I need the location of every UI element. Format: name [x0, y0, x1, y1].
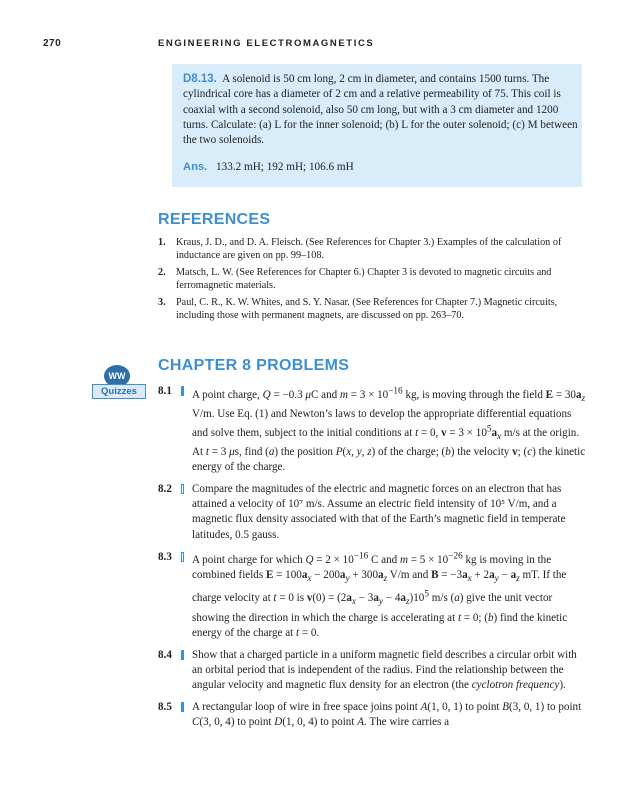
reference-text: Paul, C. R., K. W. Whites, and S. Y. Nasar. (See References for Chapter 7.) Magnetic circuits, including those with permanent magnets, are discussed on pp. 263–70. [176, 297, 558, 321]
quizzes-label[interactable]: Quizzes [92, 384, 146, 399]
problem-item [158, 482, 588, 542]
problem-text: A rectangular loop of wire in free space joins point A(1, 0, 1) to point B(3, 0, 1) to point C(3, 0, 4) to point D(1, 0, 4) to point A. The wire carries a [192, 701, 582, 729]
reference-item [158, 266, 578, 292]
drill-problem-box [172, 64, 582, 187]
reference-number: 3. [158, 297, 166, 308]
reference-item [158, 296, 578, 322]
www-quizzes-badge[interactable] [92, 365, 145, 399]
problem-item [158, 550, 588, 641]
references-list [158, 236, 578, 326]
problem-number: 8.2 [158, 483, 172, 496]
problems-list [158, 384, 588, 737]
page-number: 270 [43, 38, 62, 49]
drill-label: D8.13. [183, 73, 217, 85]
difficulty-marker-icon [181, 484, 184, 494]
problem-number: 8.3 [158, 550, 172, 563]
problem-number: 8.4 [158, 648, 172, 661]
reference-text: Kraus, J. D., and D. A. Fleisch. (See References for Chapter 3.) Examples of the calculation of inductance are given on pp. 99–108. [176, 237, 562, 261]
globe-icon: WW [104, 365, 130, 387]
problem-text: A point charge, Q = −0.3 μC and $m = 3 \times 10^{-16}$ kg, is moving through the field $E = 30a_z$ V/m. Use Eq. (1) and Newton’s laws to develop the appropriate differential equations and solve them, subject to the initial conditions at t = 0, $v = 3 \times 10^5a_x$ m/s at the origin. At t = 3 μs, find (a) the position P(x, y, z) of the charge; (b) the velocity v; (c) the kinetic energy of the charge. [192, 386, 586, 474]
reference-item [158, 236, 578, 262]
difficulty-marker-icon [181, 650, 184, 660]
difficulty-marker-icon [181, 552, 184, 562]
problem-item [158, 648, 588, 693]
problem-text: Show that a charged particle in a uniform magnetic field describes a circular orbit with an orbital period that is independent of the radius. Find the relationship between the angular velocity and magnetic flux density for an electron (the cyclotron frequency). [192, 648, 577, 692]
reference-number: 1. [158, 237, 166, 248]
problem-text: Compare the magnitudes of the electric and magnetic forces on an electron that has attained a velocity of 10⁷ m/s. Assume an electric field intensity of 10⁵ V/m, and a magnetic flux density associated with that of the Earth’s magnetic field in temperate latitudes, 0.5 gauss. [192, 483, 566, 541]
difficulty-marker-icon [181, 386, 184, 396]
drill-body: A solenoid is 50 cm long, 2 cm in diameter, and contains 1500 turns. The cylindrical core has a diameter of 2 cm and a relative permeability of 75. This coil is coaxial with a second solenoid, also 50 cm long, but with a 3 cm diameter and 1200 turns. Calculate: (a) L for the inner solenoid; (b) L for the outer solenoid; (c) M between the two solenoids. [183, 73, 578, 147]
running-title: ENGINEERING ELECTROMAGNETICS [158, 38, 375, 49]
reference-number: 2. [158, 267, 166, 278]
references-heading: REFERENCES [158, 211, 271, 228]
problem-item [158, 700, 588, 730]
problems-heading: CHAPTER 8 PROBLEMS [158, 357, 350, 374]
answer-values: 133.2 mH; 192 mH; 106.6 mH [216, 161, 354, 173]
drill-problem-text [183, 72, 578, 148]
difficulty-marker-icon [181, 702, 184, 712]
problem-number: 8.1 [158, 385, 172, 397]
reference-text: Matsch, L. W. (See References for Chapter 6.) Chapter 3 is devoted to magnetic circuits and ferromagnetic materials. [176, 267, 552, 291]
problem-item [158, 384, 588, 475]
answer-label: Ans. [183, 161, 208, 173]
problem-text: A point charge for which $Q = 2 \times 10^{-16}$ C and $m = 5 \times 10^{-26}$ kg is moving in the combined fields $E = 100a_x - 200a_y + 300a_z$ V/m and $B = -3a_x + 2a_y - a_z$ mT. If the charge velocity at t = 0 is $v(0) = (2a_x - 3a_y - 4a_z)10^5$ m/s (a) give the unit vector showing the direction in which the charge is accelerating at t = 0; (b) find the kinetic energy of the charge at t = 0. [192, 551, 568, 639]
problem-number: 8.5 [158, 701, 172, 714]
drill-answer [183, 161, 354, 173]
